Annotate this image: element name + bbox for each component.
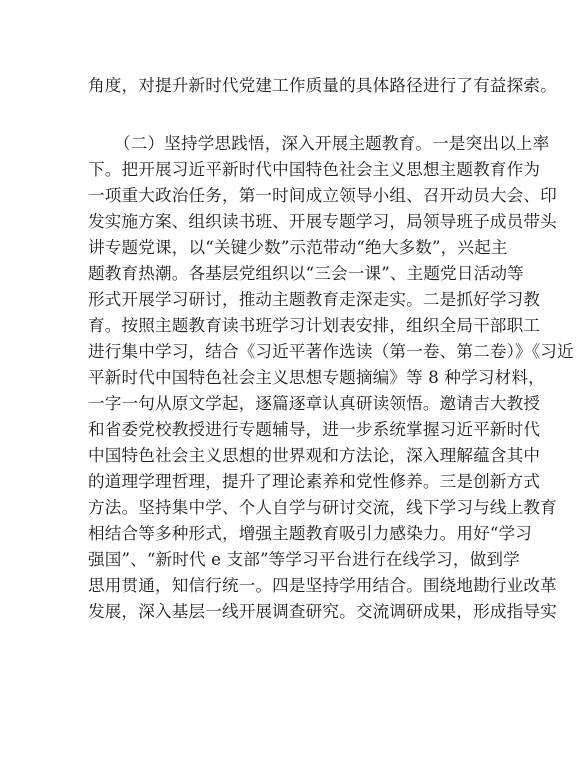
text-line: 下。把开展习近平新时代中国特色社会主义思想主题教育作为 xyxy=(88,160,541,179)
text-line: 育。按照主题教育读书班学习计划表安排，组织全局干部职工 xyxy=(88,316,541,335)
text-line: 的道理学理哲理，提升了理论素养和党性修养。三是创新方式 xyxy=(88,472,541,491)
text-line: 一项重大政治任务，第一时间成立领导小组、召开动员大会、印 xyxy=(88,186,557,205)
text-line: 讲专题党课，以“关键少数”示范带动“绝大多数”，兴起主 xyxy=(88,238,508,257)
text-line: 相结合等多种形式，增强主题教育吸引力感染力。用好“学习 xyxy=(88,524,532,543)
text-line: 方法。坚持集中学、个人自学与研讨交流，线下学习与线上教育 xyxy=(88,498,557,517)
text-line: 平新时代中国特色社会主义思想专题摘编》等 8 种学习材料， xyxy=(88,368,545,387)
text-line: 发展，深入基层一线开展调查研究。交流调研成果，形成指导实 xyxy=(88,602,557,621)
text-line: 思用贯通，知信行统一。四是坚持学用结合。围绕地勘行业改革 xyxy=(88,576,557,595)
text-line: 一字一句从原文学起，逐篇逐章认真研读领悟。邀请吉大教授 xyxy=(88,394,541,413)
text-line: 发实施方案、组织读书班、开展专题学习，局领导班子成员带头 xyxy=(88,212,557,231)
text-line: 中国特色社会主义思想的世界观和方法论，深入理解蕴含其中 xyxy=(88,446,541,465)
text-line: 形式开展学习研讨，推动主题教育走深走实。二是抓好学习教 xyxy=(88,290,541,309)
text-line: 角度，对提升新时代党建工作质量的具体路径进行了有益探索。 xyxy=(88,76,557,95)
text-line: 题教育热潮。各基层党组织以“三会一课”、主题党日活动等 xyxy=(88,264,524,283)
text-line: （二）坚持学思践悟，深入开展主题教育。一是突出以上率 xyxy=(114,134,550,153)
text-line: 和省委党校教授进行专题辅导，进一步系统掌握习近平新时代 xyxy=(88,420,541,439)
text-line: 进行集中学习，结合《习近平著作选读（第一卷、第二卷）》《习近 xyxy=(88,342,574,361)
text-line: 强国”、“新时代 e 支部”等学习平台进行在线学习，做到学 xyxy=(88,550,520,569)
